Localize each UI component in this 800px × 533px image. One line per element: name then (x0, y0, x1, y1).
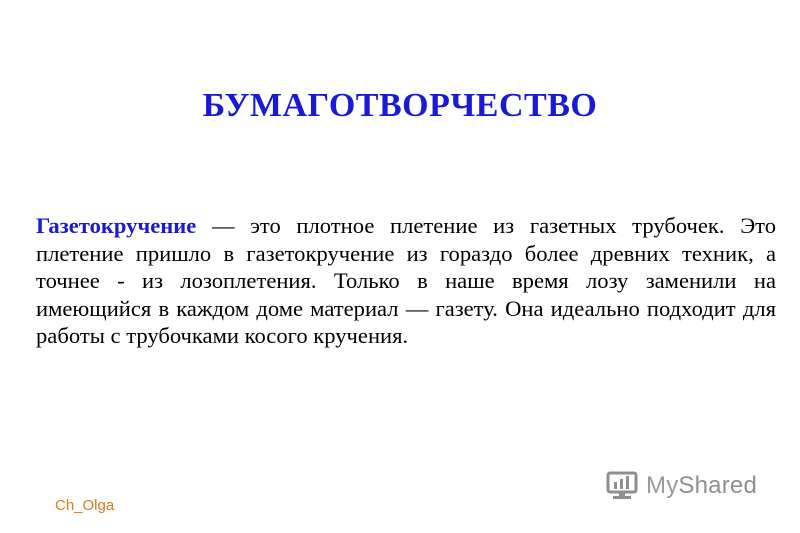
logo-text-suffix: Shared (678, 472, 757, 499)
body-term: Газетокручение (36, 213, 197, 238)
slide-title: БУМАГОТВОРЧЕСТВО (202, 87, 598, 124)
slide-body (36, 212, 776, 350)
body-text: — это плотное плетение из газетных трубочек. Это плетение пришло в газетокручение из гораздо более древних техник, а точнее - из лозоплетения. Только в наше время лозу заменили на имеющийся в каждом доме материал — газету. Она идеально подходит для работы с трубочками косого кручения. (36, 213, 776, 348)
logo-text (646, 471, 757, 501)
author-label: Ch_Olga (55, 497, 115, 514)
logo-text-prefix: My (646, 472, 679, 499)
myshared-logo[interactable] (606, 468, 757, 504)
mysharedlogo-icon (606, 470, 640, 502)
